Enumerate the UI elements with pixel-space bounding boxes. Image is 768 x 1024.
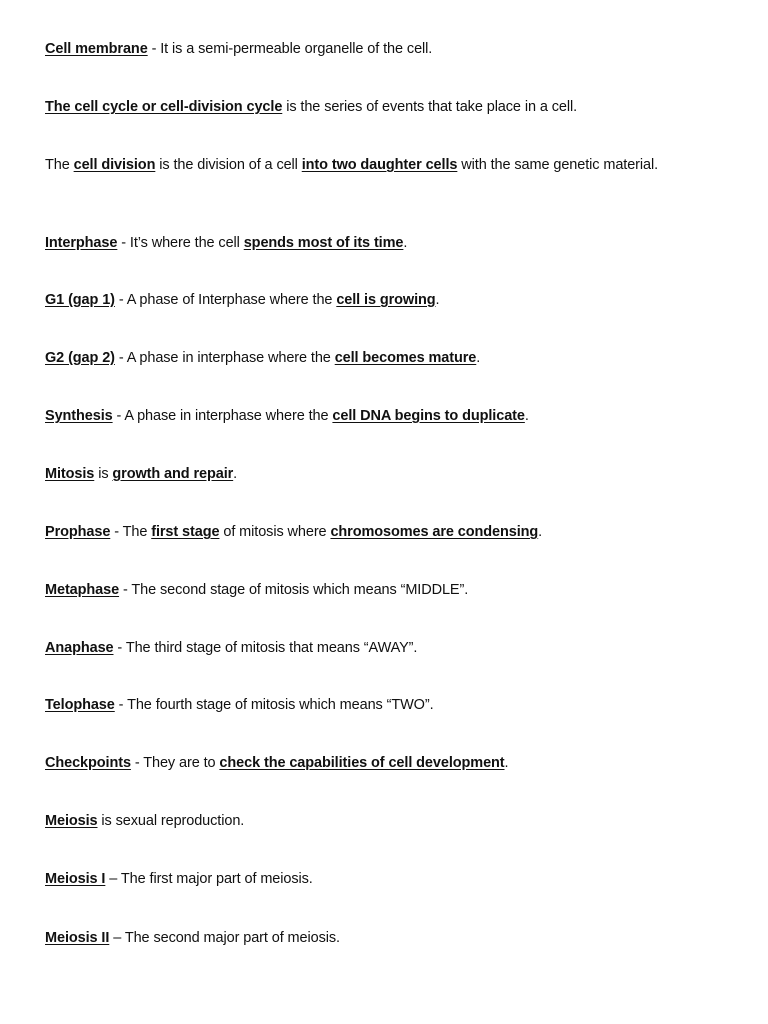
definition-text: .: [524, 408, 529, 424]
entry-meiosis-i: [45, 869, 685, 889]
term-label: G1 (gap 1): [45, 292, 115, 308]
term-label: cell division: [73, 157, 156, 173]
emphasis-text: cell is growing: [336, 292, 436, 308]
definition-text: .: [476, 350, 481, 366]
term-label: Telophase: [45, 697, 115, 713]
definition-text: .: [435, 292, 440, 308]
emphasis-text: chromosomes are condensing: [330, 524, 539, 540]
definition-text: .: [403, 235, 408, 251]
emphasis-text: growth and repair: [112, 466, 234, 482]
term-label: Anaphase: [45, 640, 114, 656]
definition-text: - The: [110, 524, 152, 540]
definition-text: - The fourth stage of mitosis which means “TWO”.: [114, 697, 434, 713]
entry-telophase: [45, 695, 685, 715]
definition-text: is the series of events that take place in a cell.: [282, 99, 578, 115]
emphasis-text: check the capabilities of cell development: [219, 755, 505, 771]
entry-prophase: [45, 522, 685, 542]
entry-g1: [45, 290, 685, 310]
definition-text: - The third stage of mitosis that means “AWAY”.: [113, 640, 418, 656]
entry-meiosis-ii: [45, 928, 685, 948]
emphasis-text: cell DNA begins to duplicate: [332, 408, 525, 424]
definition-text: is sexual reproduction.: [97, 813, 245, 829]
term-label: Meiosis II: [45, 930, 110, 946]
entry-interphase: [45, 233, 685, 253]
entry-anaphase: [45, 638, 685, 658]
term-label: Mitosis: [45, 466, 95, 482]
definition-text: - A phase of Interphase where the: [114, 292, 337, 308]
term-label: Checkpoints: [45, 755, 131, 771]
emphasis-text: first stage: [151, 524, 220, 540]
entry-cell-membrane: [45, 39, 685, 59]
entry-synthesis: [45, 406, 685, 426]
definition-text: - A phase in interphase where the: [112, 408, 333, 424]
term-label: The cell cycle or cell-division cycle: [45, 99, 283, 115]
entry-g2: [45, 348, 685, 368]
entry-metaphase: [45, 580, 685, 600]
emphasis-text: cell becomes mature: [334, 350, 477, 366]
definition-text: – The second major part of meiosis.: [109, 930, 340, 946]
entry-meiosis: [45, 811, 685, 831]
definition-text: - The second stage of mitosis which means “MIDDLE”.: [119, 582, 469, 598]
term-label: Prophase: [45, 524, 111, 540]
term-label: Meiosis I: [45, 871, 106, 887]
emphasis-text: spends most of its time: [243, 235, 404, 251]
definition-text: – The first major part of meiosis.: [105, 871, 313, 887]
entry-checkpoints: [45, 753, 685, 773]
entry-mitosis: [45, 464, 685, 484]
definition-text: .: [233, 466, 238, 482]
definition-text: is the division of a cell: [155, 157, 302, 173]
term-label: G2 (gap 2): [45, 350, 115, 366]
term-label: Interphase: [45, 235, 118, 251]
term-label: Synthesis: [45, 408, 113, 424]
definition-text: - They are to: [130, 755, 220, 771]
term-label: Meiosis: [45, 813, 98, 829]
entry-cell-division: [45, 155, 685, 175]
definition-text: with the same genetic material.: [457, 157, 659, 173]
emphasis-text: into two daughter cells: [301, 157, 458, 173]
term-label: Metaphase: [45, 582, 120, 598]
term-label: Cell membrane: [45, 41, 148, 57]
definition-text: .: [504, 755, 509, 771]
definition-text: - A phase in interphase where the: [114, 350, 335, 366]
definition-text: The: [45, 157, 74, 173]
entry-cell-cycle: [45, 97, 685, 117]
definition-text: of mitosis where: [219, 524, 331, 540]
definition-text: .: [538, 524, 543, 540]
definition-text: - It’s where the cell: [117, 235, 244, 251]
definition-text: - It is a semi-permeable organelle of the cell.: [147, 41, 433, 57]
definition-text: is: [94, 466, 113, 482]
